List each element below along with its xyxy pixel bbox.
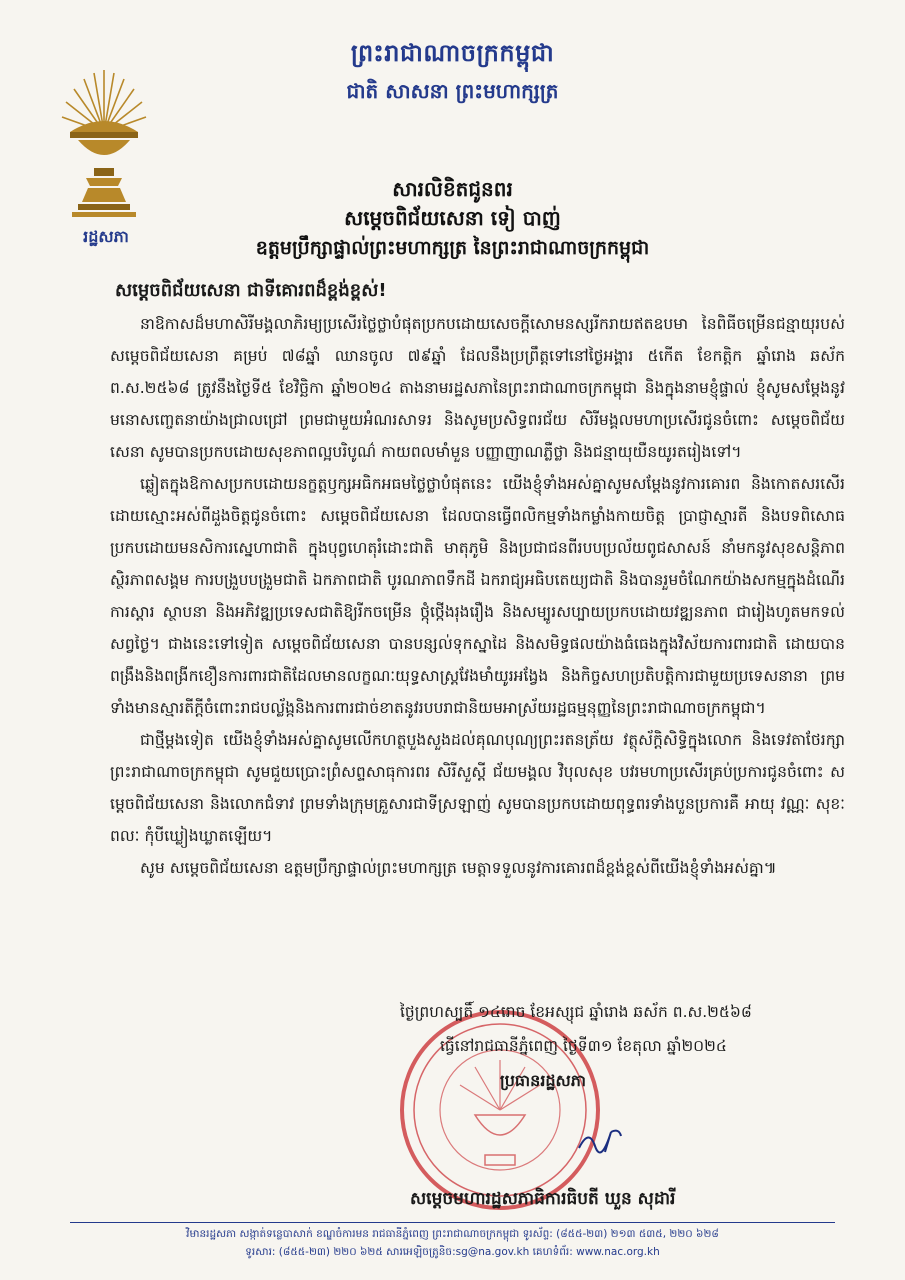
kingdom-heading: ព្រះរាជាណាចក្រកម្ពុជា [350, 39, 555, 67]
handwritten-signature-icon [575, 1118, 625, 1158]
national-motto: ជាតិ សាសនា ព្រះមហាក្សត្រ [346, 79, 559, 103]
letter-title: សារលិខិតជូនពរ [392, 177, 513, 201]
footer-contact: ទូរសារ: (៨៥៥-២៣) ២២០ ៦២៥ សារអេឡិចត្រូនិច:sg@na.gov.kh គេហទំព័រ: www.nac.org.kh [245, 1246, 660, 1258]
solar-date: ធ្វើនៅរាជធានីភ្នំពេញ ថ្ងៃទី៣១ ខែតុលា ឆ្នាំ២០២៤ [440, 1037, 727, 1055]
paragraph-4: សូម សម្តេចពិជ័យសេនា ឧត្តមប្រឹក្សាផ្ទាល់ព្រះមហាក្សត្រ មេត្តាទទួលនូវការគោរពដ៏ខ្ពង់ខ្ពស់ពីយើងខ្ញុំទាំងអស់គ្នា៕ [140, 859, 777, 877]
paragraph-2: ឆ្លៀតក្នុងឱកាសប្រកបដោយនក្ខត្តឫក្សអធិកអធមថ្លៃថ្លាបំផុតនេះ យើងខ្ញុំទាំងអស់គ្នាសូមសម្តែងនូវការគោរព និងកោតសរសើរដោយស្មោះអស់ពីដួងចិត្តជូនចំពោះ សម្តេចពិជ័យសេនា ដែលបានធ្វើពលិកម្មទាំងកម្លាំងកាយចិត្ត ប្រាជ្ញាស្មារតី និងបទពិសោធ ប្រកបដោយមនសិការស្នេហាជាតិ ក្នុងបុព្វហេតុរំដោះជាតិ មាតុភូមិ និងប្រជាជនពីរបបប្រល័យពូជសាសន៍ នាំមកនូវសុខសន្តិភាព ស្ថិរភាពសង្គម ការបង្រួបបង្រួមជាតិ ឯកភាពជាតិ បូរណភាពទឹកដី ឯករាជ្យអធិបតេយ្យជាតិ និងបានរួមចំណែកយ៉ាងសកម្មក្នុងដំណើរការស្តារ ស្ថាបនា និងអភិវឌ្ឍប្រទេសជាតិឱ្យរីកចម្រើន ថ្កុំថ្កើងរុងរឿង និងសម្បូរសប្បាយប្រកបដោយវឌ្ឍនភាព ជារៀងហូតមកទល់សព្វថ្ងៃ។ ជាងនេះទៅទៀត សម្តេចពិជ័យសេនា បានបន្សល់ទុកស្នាដៃ និងសមិទ្ធផលយ៉ាងធំធេងក្នុងវិស័យការពារជាតិ ដោយបានពង្រឹងនិងពង្រីកខឿនការពារជាតិដែលមានលក្ខណៈយុទ្ធសាស្ត្រវែងមាំយូរអង្វែង និងកិច្ចសហប្រតិបត្តិការជាមួយប្រទេសនានា ព្រមទាំងមានស្មារតីក្តីចំពោះរាជបល្ល័ង្កនិងការពារជាច់ខាតនូវរបបរាជានិយមអាស្រ័យរដ្ឋធម្មនុញ្ញនៃព្រះរាជាណាចក្រកម្ពុជា។ [110, 475, 845, 717]
recipient-title: ឧត្តមប្រឹក្សាផ្ទាល់ព្រះមហាក្សត្រ នៃព្រះរាជាណាចក្រកម្ពុជា [255, 237, 650, 259]
senate-label: រដ្ឋសភា [83, 227, 129, 246]
lunar-date: ថ្ងៃព្រហស្បតិ៍ ១៤រោច ខែអស្សុជ ឆ្នាំរោង ឆស័ក ព.ស.២៥៦៨ [400, 1003, 752, 1021]
paragraph-3: ជាថ្មីម្តងទៀត យើងខ្ញុំទាំងអស់គ្នាសូមលើកហត្ថបួងសួងដល់គុណបុណ្យព្រះរតនត្រ័យ វត្ថុស័ក្តិសិទ្ធិក្នុងលោក និងទេវតាថែរក្សាព្រះរាជាណាចក្រកម្ពុជា សូមជួយប្រោះព្រំសព្ទសាធុការពរ សិរីសួស្តី ជ័យមង្គល វិបុលសុខ បវរមហាប្រសើរគ្រប់ប្រការជូនចំពោះ សម្តេចពិជ័យសេនា និងលោកជំទាវ ព្រមទាំងក្រុមគ្រួសារជាទីស្រឡាញ់ សូមបានប្រកបដោយពុទ្ធពរទាំងបួនប្រការគឺ អាយុ វណ្ណៈ សុខៈ ពលៈ កុំបីឃ្លៀងឃ្លាតឡើយ។ [110, 731, 845, 845]
recipient-name: សម្តេចពិជ័យសេនា ទៀ បាញ់ [344, 206, 561, 230]
signer-position: ប្រធានរដ្ឋសភា [500, 1071, 587, 1090]
footer-address: វិមានរដ្ឋសភា សង្កាត់ទន្លេបាសាក់ ខណ្ឌចំការមន រាជធានីភ្នំពេញ ព្រះរាជាណាចក្រកម្ពុជា ទូរស័ព្ទ: (៨៥៥-២៣) ២១៣ ៥៣៥, ២២០ ៦២៨ [186, 1228, 719, 1240]
letter-body [110, 308, 845, 884]
footer-divider [70, 1222, 835, 1223]
signer-name: សម្តេចមហារដ្ឋសភាធិការធិបតី ឃួន សុដារី [410, 1189, 676, 1209]
salutation: សម្តេចពិជ័យសេនា ជាទីគោរពដ៏ខ្ពង់ខ្ពស់! [115, 280, 387, 301]
paragraph-1: នាឱកាសដ៏មហាសិរីមង្គលាភិរម្យប្រសើរថ្លៃថ្លាបំផុតប្រកបដោយសេចក្តីសោមនស្សរីករាយឥតឧបមា នៃពិធីចម្រើនជន្មាយុរបស់ សម្តេចពិជ័យសេនា គម្រប់ ៧៨ឆ្នាំ ឈានចូល ៧៩ឆ្នាំ ដែលនឹងប្រព្រឹត្តទៅនៅថ្ងៃអង្គារ ៥កើត ខែកត្តិក ឆ្នាំរោង ឆស័ក ព.ស.២៥៦៨ ត្រូវនឹងថ្ងៃទី៥ ខែវិច្ឆិកា ឆ្នាំ២០២៤ តាងនាមរដ្ឋសភានៃព្រះរាជាណាចក្រកម្ពុជា និងក្នុងនាមខ្ញុំផ្ទាល់ ខ្ញុំសូមសម្តែងនូវមនោសញ្ចេតនាយ៉ាងជ្រាលជ្រៅ ព្រមជាមួយអំណរសាទរ និងសូមប្រសិទ្ធពរជ័យ សិរីមង្គលមហាប្រសើរជូនចំពោះ សម្តេចពិជ័យសេនា សូមបានប្រកបដោយសុខភាពល្អបរិបូណ៌ កាយពលមាំមួន បញ្ញាញាណភ្លឺថ្លា និងជន្មាយុយឺនយូរតរៀងទៅ។ [110, 315, 845, 461]
